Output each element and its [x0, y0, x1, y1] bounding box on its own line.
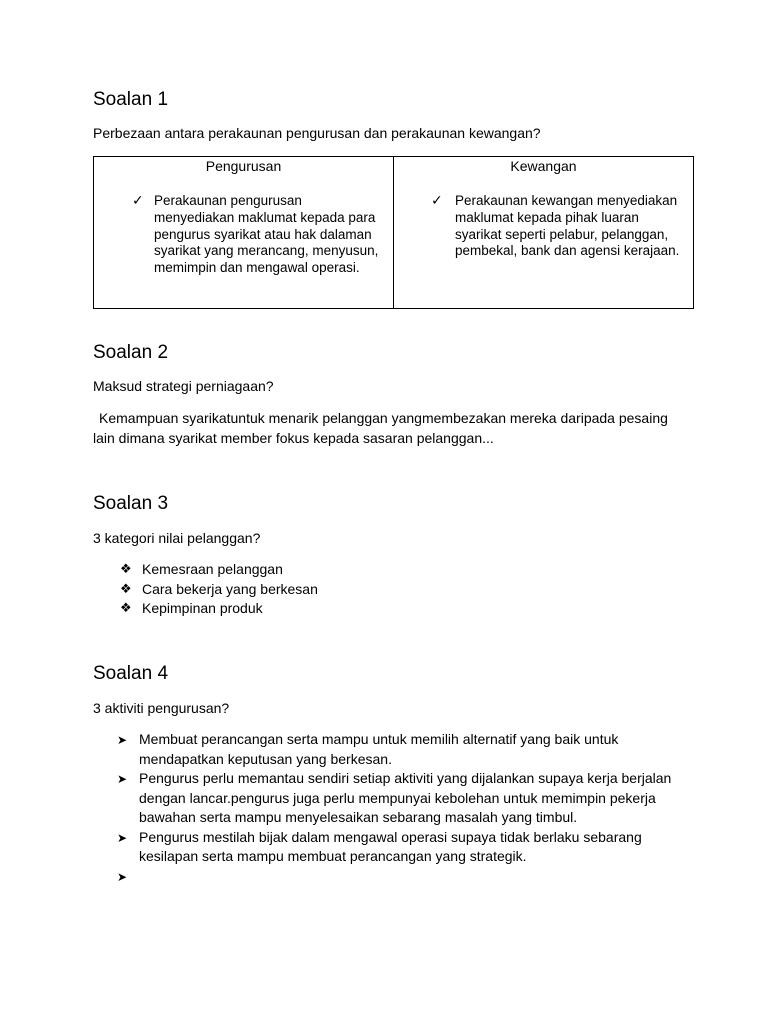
soalan-2-heading: Soalan 2 — [93, 342, 169, 363]
list-item-text: Kepimpinan produk — [142, 600, 263, 616]
list-item — [120, 560, 318, 580]
list-item — [117, 828, 677, 867]
diamond-bullet-icon: ❖ — [120, 601, 132, 616]
list-item-text: Cara bekerja yang berkesan — [142, 580, 318, 597]
arrow-bullet-icon: ➤ — [117, 830, 128, 845]
pengurusan-text: Perakaunan pengurusan menyediakan maklumat kepada para pengurus syarikat atau hak dalaman syarikat yang merancang, menyusun, memimpin dan mengawal operasi. — [154, 193, 379, 276]
soalan-4-heading: Soalan 4 — [93, 663, 169, 684]
pengurusan-header: Pengurusan — [205, 158, 282, 174]
soalan-1-question: Perbezaan antara perakaunan pengurusan dan perakaunan kewangan? — [93, 125, 541, 141]
soalan-4-question: 3 aktiviti pengurusan? — [93, 700, 230, 716]
pengurusan-item — [132, 193, 382, 277]
arrow-bullet-icon: ➤ — [117, 733, 128, 747]
list-item — [117, 867, 677, 887]
soalan-3-heading: Soalan 3 — [93, 493, 169, 514]
list-item — [117, 769, 677, 828]
kewangan-item — [431, 193, 681, 260]
list-item-text: Kemesraan pelanggan — [142, 561, 283, 577]
soalan-4-list — [117, 730, 677, 886]
soalan-3-question: 3 kategori nilai pelanggan? — [93, 530, 261, 546]
soalan-2-question: Maksud strategi perniagaan? — [93, 378, 274, 394]
check-icon: ✓ — [431, 193, 443, 209]
kewangan-header: Kewangan — [510, 158, 577, 174]
check-icon: ✓ — [132, 193, 144, 209]
soalan-1-heading: Soalan 1 — [93, 89, 169, 110]
pengurusan-column — [94, 157, 394, 308]
diamond-bullet-icon: ❖ — [120, 562, 132, 577]
soalan-3-list — [120, 560, 318, 619]
list-item — [117, 730, 677, 769]
list-item-text: Pengurus perlu memantau sendiri setiap aktiviti yang dijalankan supaya kerja berjalan dengan lancar.pengurus juga perlu mempunyai kebolehan untuk memimpin pekerja bawahan serta mampu menyelesaikan sebarang masalah yang timbul. — [139, 770, 672, 825]
list-item-text: Pengurus mestilah bijak dalam mengawal operasi supaya tidak berlaku sebarang kesilapan serta mampu membuat perancangan yang strategik. — [139, 828, 642, 864]
list-item-text: Membuat perancangan serta mampu untuk memilih alternatif yang baik untuk mendapatkan keputusan yang berkesan. — [139, 731, 619, 767]
list-item — [120, 580, 318, 600]
diamond-bullet-icon: ❖ — [120, 581, 132, 597]
kewangan-text: Perakaunan kewangan menyediakan maklumat kepada pihak luaran syarikat seperti pelabur, pelanggan, pembekal, bank dan agensi kerajaan. — [455, 193, 680, 259]
arrow-bullet-icon: ➤ — [117, 869, 128, 884]
list-item — [120, 599, 318, 619]
kewangan-column — [394, 157, 693, 308]
arrow-bullet-icon: ➤ — [117, 772, 128, 786]
comparison-table — [93, 156, 694, 309]
soalan-2-answer: Kemampuan syarikatuntuk menarik pelanggan yangmembezakan mereka daripada pesaing lain dimana syarikat member fokus kepada sasaran pelanggan... — [93, 410, 668, 446]
